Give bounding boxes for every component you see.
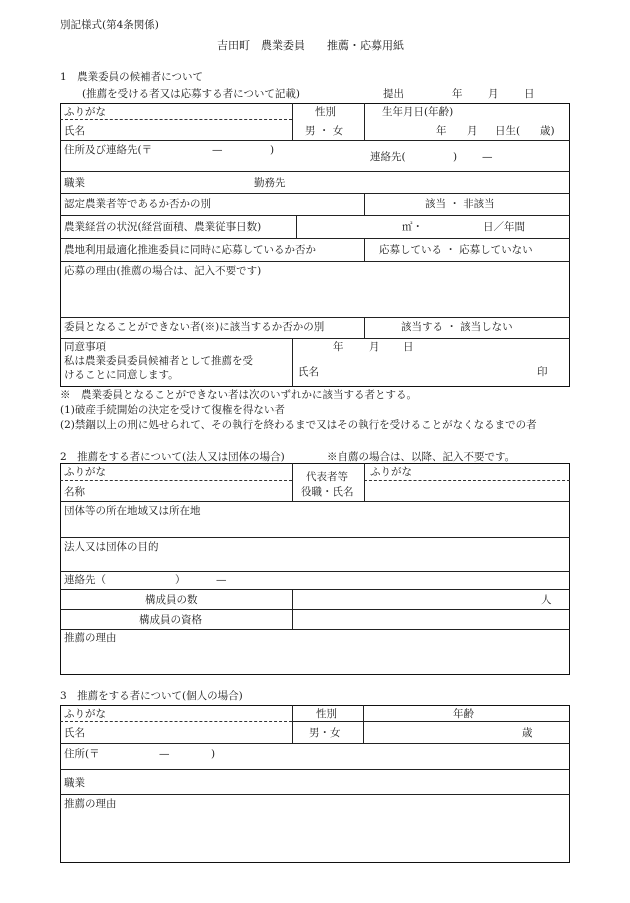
person-reason-label: 推薦の理由: [64, 798, 117, 810]
org-name-label: 名称: [64, 486, 85, 498]
person-address-dash: —: [159, 748, 170, 760]
consent-text-2: けることに同意します。: [64, 369, 179, 381]
farm-status-label: 農業経営の状況(経営面積、農業従事日数): [64, 221, 262, 233]
person-age-unit: 歳: [522, 727, 533, 739]
simultaneous-options[interactable]: 応募している ・ 応募していない: [379, 244, 533, 256]
certified-options[interactable]: 該当 ・ 非該当: [425, 198, 495, 210]
divider: [60, 171, 570, 172]
page-title: 吉田町 農業委員 推薦・応募用紙: [217, 39, 404, 52]
divider: [292, 705, 293, 743]
certified-label: 認定農業者等であるか否かの別: [64, 198, 211, 210]
divider: [292, 338, 293, 387]
divider: [60, 794, 570, 795]
divider: [292, 589, 293, 629]
section3-heading: 3 推薦をする者について(個人の場合): [60, 690, 243, 702]
address-label: 住所及び連絡先(〒: [64, 144, 153, 156]
furigana-label: ふりがな: [64, 106, 106, 118]
section1-note: (推薦を受ける者又は応募する者について記載): [82, 88, 300, 100]
divider: [364, 193, 365, 215]
person-gender-label: 性別: [316, 708, 337, 720]
divider: [60, 629, 570, 630]
submit-month: 月: [488, 88, 499, 100]
divider: [60, 338, 570, 339]
consent-day: 日: [403, 341, 414, 353]
divider: [60, 317, 570, 318]
org-contact-close: ）: [175, 574, 186, 586]
divider: [60, 193, 570, 194]
contact-label: 連絡先(: [370, 151, 406, 163]
divider: [363, 705, 364, 743]
divider: [60, 721, 292, 722]
section2-heading: 2 推薦をする者について(法人又は団体の場合): [60, 451, 285, 463]
address-close: ): [270, 144, 275, 156]
divider: [60, 238, 570, 239]
org-contact-label: 連絡先（: [64, 574, 106, 586]
birth-year: 年: [436, 125, 447, 137]
divider: [60, 609, 570, 610]
representative-label-1: 代表者等: [306, 471, 348, 483]
submit-year: 年: [452, 88, 463, 100]
disqualification-options[interactable]: 該当する ・ 該当しない: [401, 321, 513, 333]
divider: [60, 501, 570, 502]
person-address-label: 住所(〒: [64, 748, 100, 760]
divider: [60, 119, 292, 120]
consent-name-label: 氏名: [298, 366, 319, 378]
member-count-label: 構成員の数: [145, 594, 198, 606]
person-address-close: ): [211, 748, 216, 760]
consent-month: 月: [369, 341, 380, 353]
note-item-1: (1)破産手続開始の決定を受けて復権を得ない者: [60, 404, 285, 416]
note-item-2: (2)禁錮以上の刑に処せられて、その執行を終わるまで又はその執行を受けることがなくなるまでの者: [60, 419, 537, 431]
divider: [292, 103, 293, 140]
gender-options[interactable]: 男 ・ 女: [305, 125, 344, 137]
org-reason-label: 推薦の理由: [64, 632, 117, 644]
divider: [60, 537, 570, 538]
contact-close: ): [453, 151, 458, 163]
form-reference: 別記様式(第4条関係): [60, 19, 159, 31]
divider: [60, 480, 292, 481]
seal-mark: 印: [537, 366, 548, 378]
reason-label: 応募の理由(推薦の場合は、記入不要です): [64, 265, 262, 277]
person-gender-options[interactable]: 男・女: [309, 727, 341, 739]
divider: [364, 238, 365, 261]
person-furigana-label: ふりがな: [64, 708, 106, 720]
member-count-unit: 人: [541, 594, 552, 606]
divider: [364, 463, 365, 501]
note-main: ※ 農業委員となることができない者は次のいずれかに該当する者とする。: [60, 389, 417, 401]
section2-note: ※自薦の場合は、以降、記入不要です。: [327, 451, 516, 463]
name-label: 氏名: [64, 125, 85, 137]
divider: [364, 480, 570, 481]
submit-label: 提出: [383, 88, 404, 100]
contact-dash: —: [482, 151, 493, 163]
divider: [60, 769, 570, 770]
org-purpose-label: 法人又は団体の目的: [64, 541, 159, 553]
consent-title: 同意事項: [64, 341, 106, 353]
person-occupation-label: 職業: [64, 777, 85, 789]
divider: [364, 103, 365, 140]
divider: [60, 743, 570, 744]
workplace-label: 勤務先: [254, 177, 286, 189]
divider: [292, 721, 570, 722]
divider: [60, 140, 570, 141]
org-furigana-label: ふりがな: [64, 466, 106, 478]
member-qualification-label: 構成員の資格: [139, 614, 202, 626]
birth-day: 日生(: [495, 125, 521, 137]
farm-area-unit: ㎡・: [402, 221, 423, 233]
representative-label-2: 役職・氏名: [301, 486, 354, 498]
divider: [60, 589, 570, 590]
simultaneous-label: 農地利用最適化推進委員に同時に応募しているか否か: [64, 244, 316, 256]
org-contact-dash: —: [216, 574, 227, 586]
person-name-label: 氏名: [64, 727, 85, 739]
org-location-label: 団体等の所在地域又は所在地: [64, 505, 201, 517]
birth-month: 月: [467, 125, 478, 137]
birth-age: 歳): [540, 125, 555, 137]
gender-label: 性別: [315, 106, 336, 118]
occupation-label: 職業: [64, 177, 85, 189]
person-age-label: 年齢: [453, 708, 474, 720]
divider: [60, 261, 570, 262]
divider: [296, 215, 297, 238]
submit-day: 日: [524, 88, 535, 100]
divider: [292, 463, 293, 501]
consent-text-1: 私は農業委員委員候補者として推薦を受: [64, 355, 253, 367]
representative-furigana: ふりがな: [370, 466, 412, 478]
divider: [364, 317, 365, 338]
section1-heading: 1 農業委員の候補者について: [60, 71, 203, 83]
birth-label: 生年月日(年齢): [382, 106, 454, 118]
address-dash: —: [212, 144, 223, 156]
divider: [60, 215, 570, 216]
divider: [60, 571, 570, 572]
consent-year: 年: [333, 341, 344, 353]
disqualification-label: 委員となることができない者(※)に該当するか否かの別: [64, 321, 325, 333]
farm-days-unit: 日／年間: [483, 221, 525, 233]
